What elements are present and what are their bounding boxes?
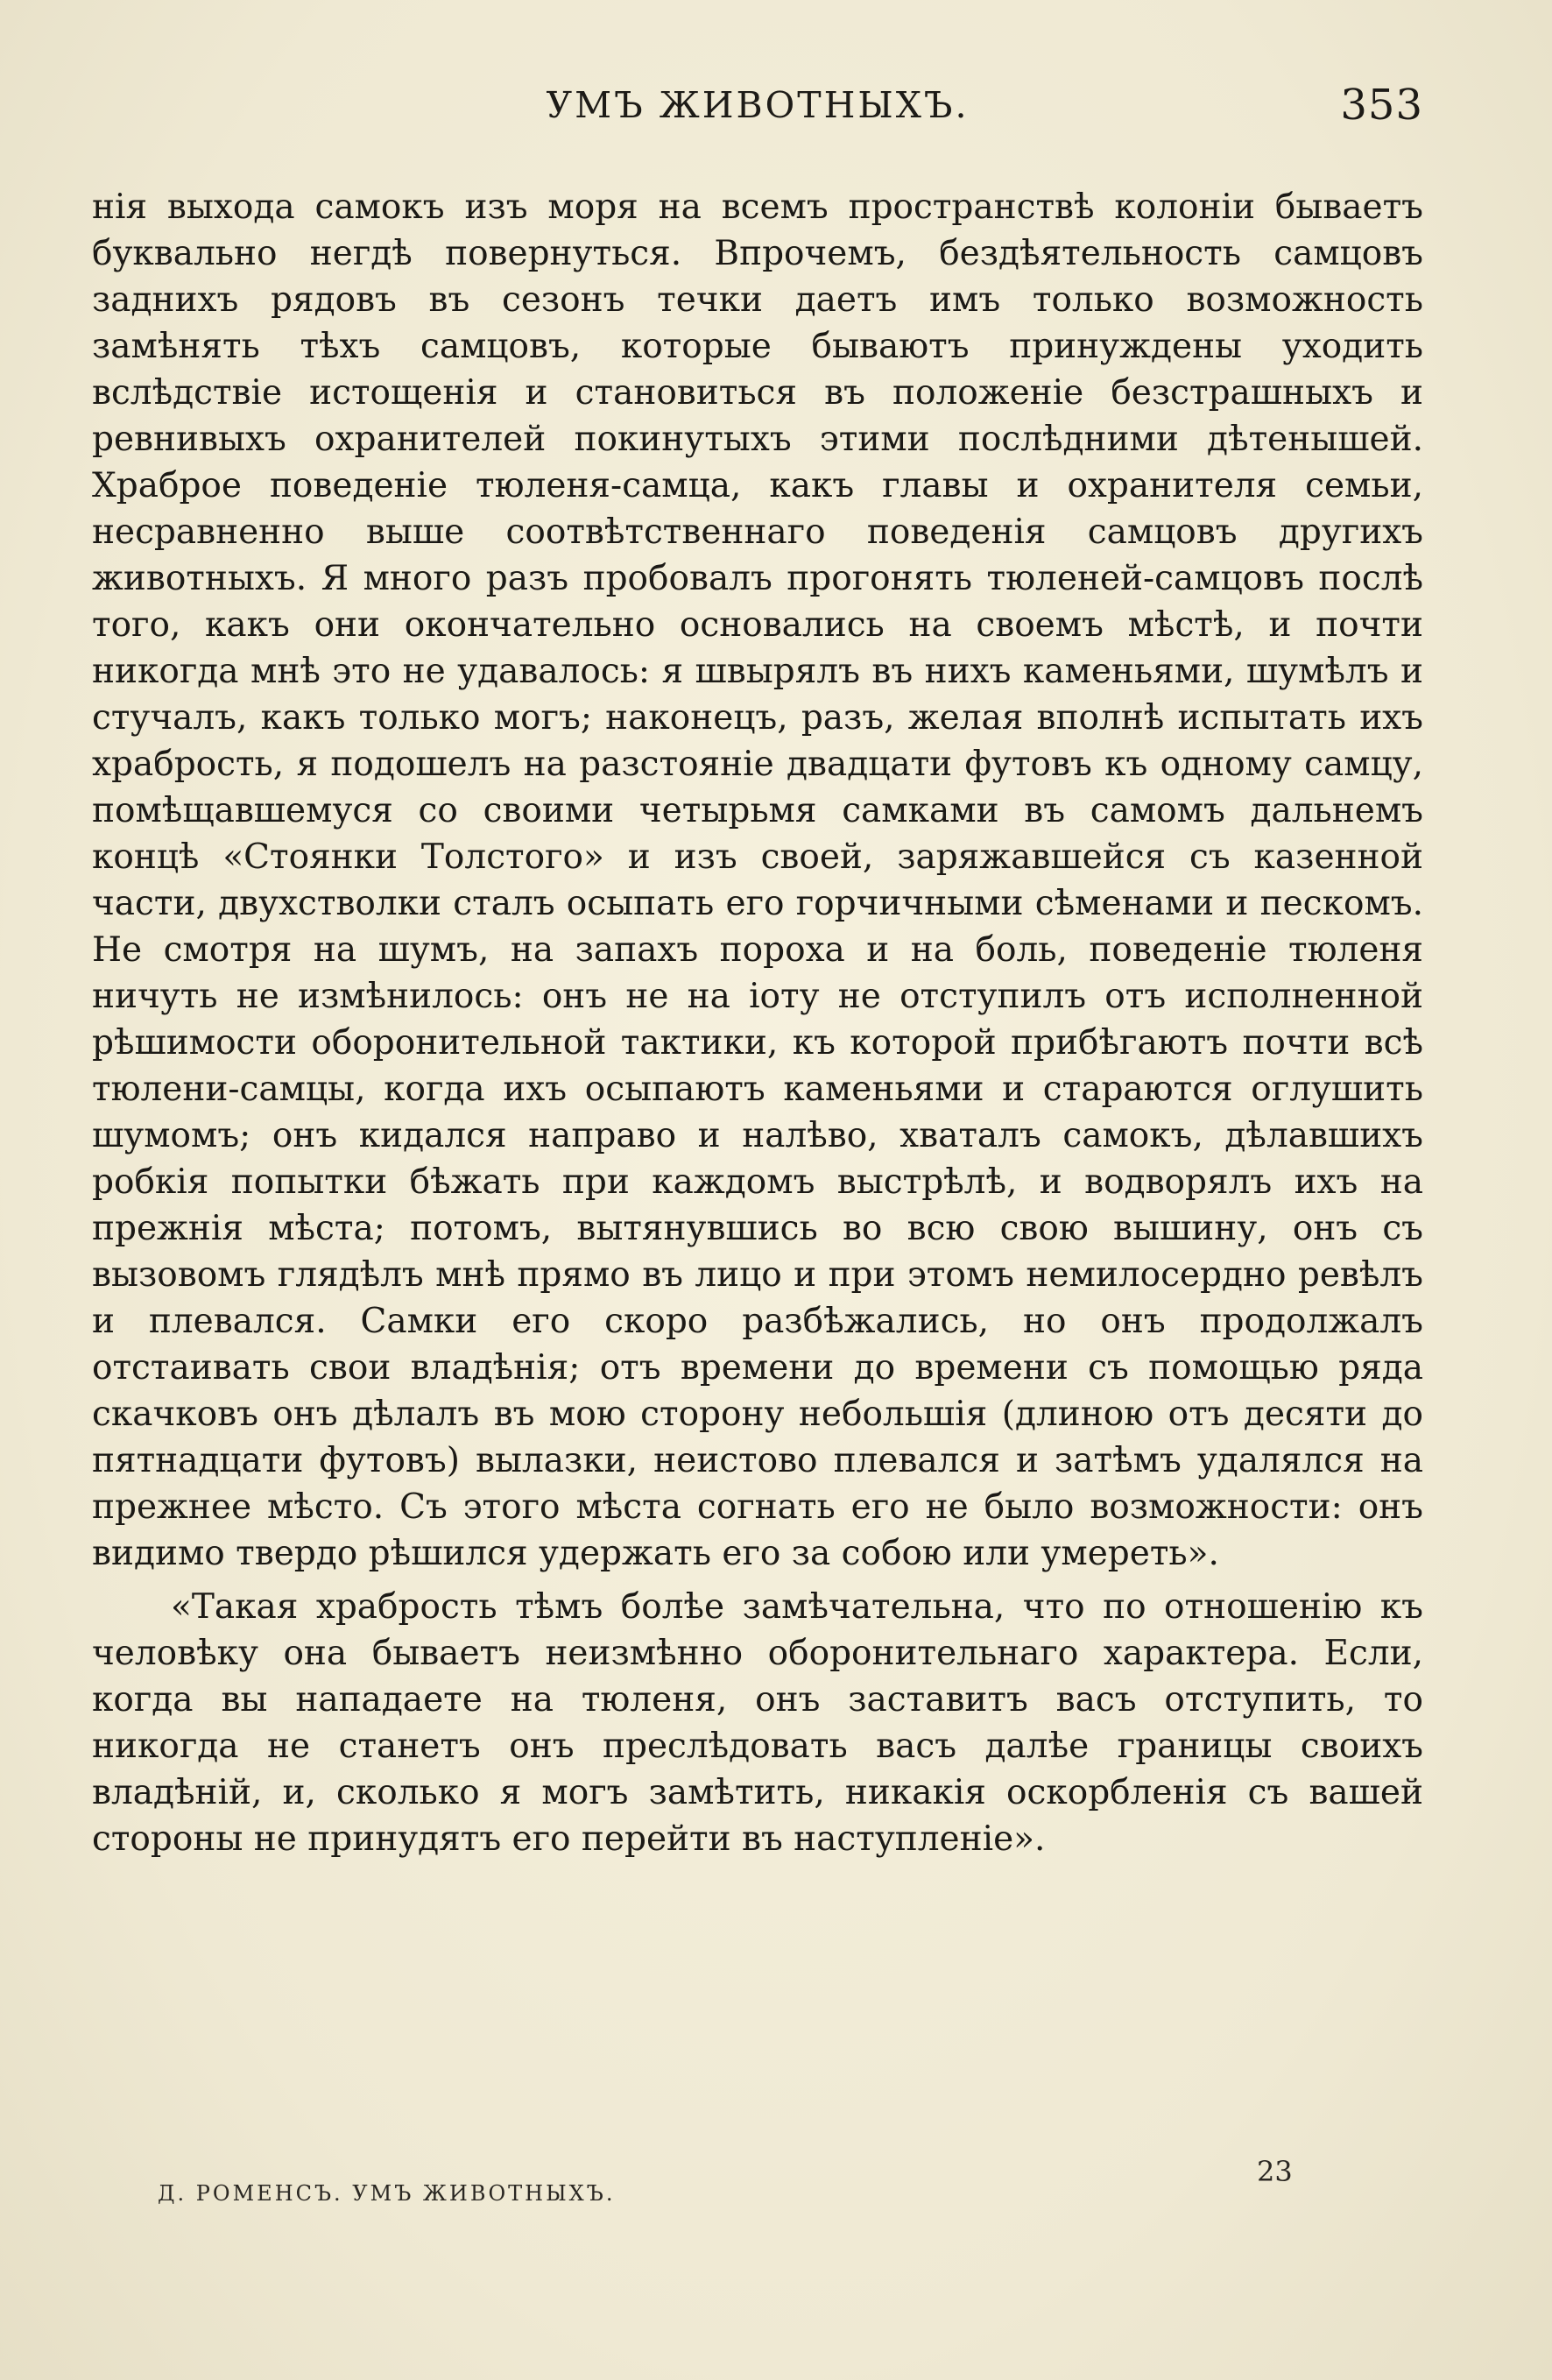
running-title: УМЪ ЖИВОТНЫХЪ. [546,84,970,126]
page-header [92,81,1423,144]
paragraph-quote: «Такая храбрость тѣмъ болѣе замѣчательна, что по отношенію къ человѣку она бываетъ неизмѣнно оборонительнаго характера. Если, когда вы нападаете на тюленя, онъ заставитъ васъ отступить, то никогда не станетъ онъ преслѣдовать васъ далѣе границы своихъ владѣній, и, сколько я могъ замѣтить, никакія оскорбленія съ вашей стороны не принудятъ его перейти въ наступленіе». [92,1587,1423,1859]
sheet-number: 23 [1257,2155,1293,2188]
page-number: 353 [1340,81,1423,130]
paragraph-continued: нія выхода самокъ изъ моря на всемъ пространствѣ колоніи бываетъ буквально негдѣ повернуться. Впрочемъ, бездѣятельность самцовъ заднихъ рядовъ въ сезонъ течки даетъ имъ только возможность замѣнять тѣхъ самцовъ, которые бываютъ принуждены уходить вслѣдствіе истощенія и становиться въ положеніе безстрашныхъ и ревнивыхъ охранителей покинутыхъ этими послѣдними дѣтенышей. Храброе поведеніе тюленя-самца, какъ главы и охранителя семьи, несравненно выше соотвѣтственнаго поведенія самцовъ другихъ животныхъ. Я много разъ пробовалъ прогонять тюленей-самцовъ послѣ того, какъ они окончательно основались на своемъ мѣстѣ, и почти никогда мнѣ это не удавалось: я швырялъ въ нихъ каменьями, шумѣлъ и стучалъ, какъ только могъ; наконецъ, разъ, желая вполнѣ испытать ихъ храбрость, я подошелъ на разстояніе двадцати футовъ къ одному самцу, помѣщавшемуся со своими четырьмя самками въ самомъ дальнемъ концѣ «Стоянки Толстого» и изъ своей, заряжавшейся съ казенной части, двухстволки сталъ осыпать его горчичными сѣменами и пескомъ. Не смотря на шумъ, на запахъ пороха и на боль, поведеніе тюленя ничуть не измѣнилось: онъ не на іоту не отступилъ отъ исполненной рѣшимости оборонительной тактики, къ которой прибѣгаютъ почти всѣ тюлени-самцы, когда ихъ осыпаютъ каменьями и стараются оглушить шумомъ; онъ кидался направо и налѣво, хваталъ самокъ, дѣлавшихъ робкія попытки бѣжать при каждомъ выстрѣлѣ, и водворялъ ихъ на прежнія мѣста; потомъ, вытянувшись во всю свою вышину, онъ съ вызовомъ глядѣлъ мнѣ прямо въ лицо и при этомъ немилосердно ревѣлъ и плевался. Самки его скоро разбѣжались, но онъ продолжалъ отстаивать свои владѣнія; отъ времени до времени съ помощью ряда скачковъ онъ дѣлалъ въ мою сторону небольшія (длиною отъ десяти до пятнадцати футовъ) вылазки, неистово плевался и затѣмъ удалялся на прежнее мѣсто. Съ этого мѣста согнать его не было возможности: онъ видимо твердо рѣшился удержать его за собою или умереть». [92,187,1423,1573]
page-footer [92,2155,1423,2207]
printer-signature: Д. РОМЕНСЪ. УМЪ ЖИВОТНЫХЪ. [158,2181,616,2206]
body-text [92,184,1423,1862]
